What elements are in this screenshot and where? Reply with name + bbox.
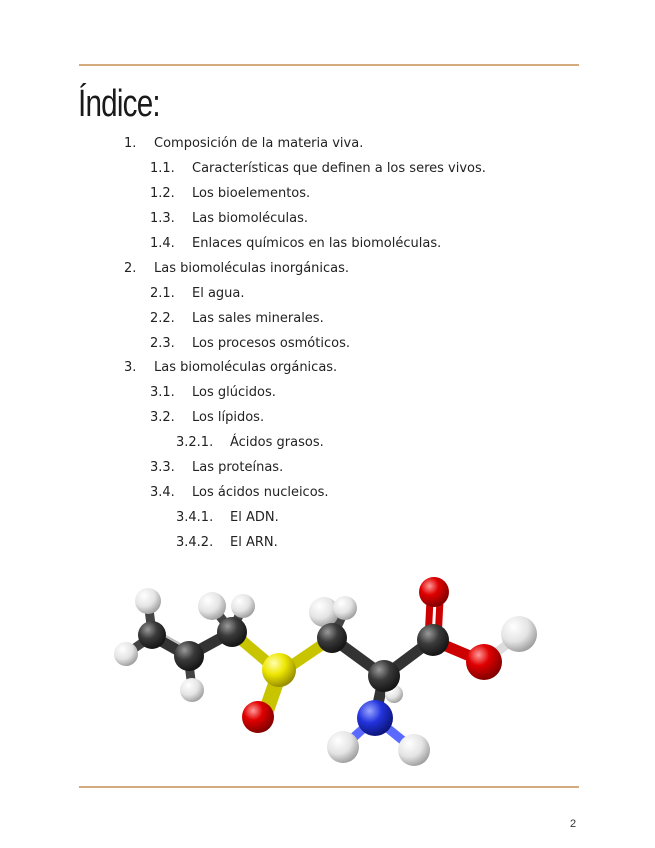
hydrogen-atom — [180, 678, 204, 702]
toc-number: 1.3. — [150, 211, 175, 226]
bottom-rule — [79, 786, 579, 788]
toc-number: 3.1. — [150, 385, 175, 400]
toc-number: 3.3. — [150, 460, 175, 475]
toc-number: 1.1. — [150, 161, 175, 176]
sulfur-atom — [262, 653, 296, 687]
toc-text: Las biomoléculas. — [192, 211, 309, 226]
hydrogen-atom — [198, 592, 226, 620]
toc-text: Las sales minerales. — [192, 311, 324, 326]
toc-number: 3. — [124, 360, 137, 375]
carbon-atom — [138, 621, 166, 649]
page-number: 2 — [570, 818, 577, 830]
toc-text: El ARN. — [230, 535, 278, 550]
toc-number: 3.2. — [150, 410, 175, 425]
toc-text: Los glúcidos. — [192, 385, 276, 400]
toc-number: 3.4.2. — [176, 535, 214, 550]
toc-number: 1. — [124, 136, 137, 151]
toc-number: 3.4. — [150, 485, 175, 500]
toc-text: Las proteínas. — [192, 460, 284, 475]
toc-number: 2.2. — [150, 311, 175, 326]
top-rule — [79, 64, 579, 66]
toc-text: El agua. — [192, 286, 245, 301]
toc-text: Las biomoléculas orgánicas. — [154, 360, 338, 375]
toc-text: Enlaces químicos en las biomoléculas. — [192, 236, 442, 251]
hydrogen-atom — [398, 734, 430, 766]
hydrogen-atom — [114, 642, 138, 666]
toc-number: 3.2.1. — [176, 435, 214, 450]
carbon-atom — [174, 641, 204, 671]
toc-text: Los procesos osmóticos. — [192, 336, 350, 351]
toc-text: El ADN. — [230, 510, 279, 525]
oxygen-atom — [419, 577, 449, 607]
toc-number: 2.3. — [150, 336, 175, 351]
toc-text: Características que definen a los seres vivos. — [192, 161, 486, 176]
hydrogen-atom — [327, 731, 359, 763]
toc-text: Composición de la materia viva. — [154, 136, 364, 151]
toc-text: Las biomoléculas inorgánicas. — [154, 261, 350, 276]
toc-number: 1.2. — [150, 186, 175, 201]
toc-number: 3.4.1. — [176, 510, 214, 525]
carbon-atom — [417, 624, 449, 656]
toc-number: 2.1. — [150, 286, 175, 301]
toc-number: 1.4. — [150, 236, 175, 251]
toc-number: 2. — [124, 261, 137, 276]
nitrogen-atom — [357, 700, 393, 736]
atoms — [114, 577, 537, 766]
carbon-atom — [217, 617, 247, 647]
hydrogen-atom — [501, 616, 537, 652]
toc-text: Ácidos grasos. — [230, 435, 324, 450]
toc-text: Los ácidos nucleicos. — [192, 485, 329, 500]
molecule-ball-and-stick-illustration — [100, 572, 560, 777]
oxygen-atom — [466, 644, 502, 680]
hydrogen-atom — [231, 594, 255, 618]
toc-text: Los lípidos. — [192, 410, 265, 425]
oxygen-atom — [242, 701, 274, 733]
hydrogen-atom — [135, 588, 161, 614]
carbon-atom — [368, 660, 400, 692]
carbon-atom — [317, 623, 347, 653]
hydrogen-atom — [333, 596, 357, 620]
toc-text: Los bioelementos. — [192, 186, 311, 201]
page-title: Índice: — [78, 83, 160, 125]
